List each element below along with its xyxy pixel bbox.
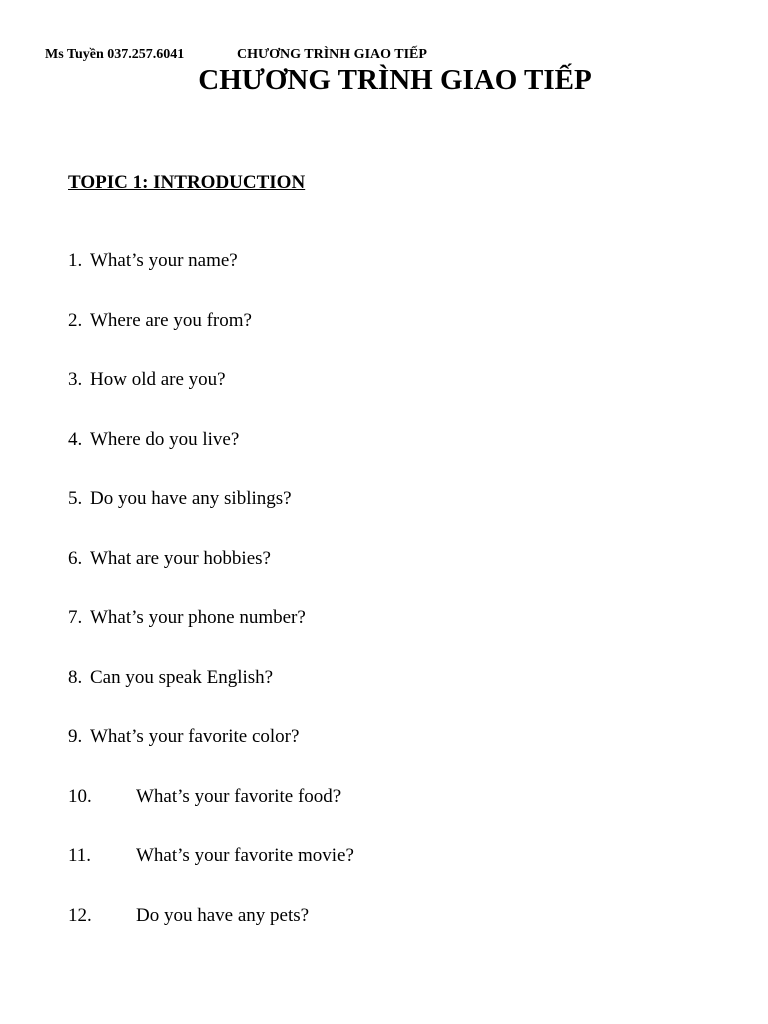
question-text: What’s your favorite color? <box>90 726 300 747</box>
question-number: 10. <box>68 785 92 807</box>
question-number: 7. <box>68 607 83 628</box>
question-number: 8. <box>68 666 83 688</box>
question-number: 12. <box>68 904 92 926</box>
question-number: 6. <box>68 547 83 569</box>
question-text: Do you have any siblings? <box>90 488 292 509</box>
question-text: Where are you from? <box>90 309 252 331</box>
question-number: 3. <box>68 369 83 390</box>
question-text: Where do you live? <box>90 428 240 450</box>
question-text: How old are you? <box>90 369 226 390</box>
question-text: What’s your favorite movie? <box>136 845 354 866</box>
question-number: 11. <box>68 845 92 866</box>
question-text: Do you have any pets? <box>136 904 310 926</box>
header-program-name: CHƯƠNG TRÌNH GIAO TIẾP <box>237 47 427 62</box>
topic-heading: TOPIC 1: INTRODUCTION <box>68 172 306 193</box>
question-text: What’s your favorite food? <box>136 785 342 807</box>
question-number: 4. <box>68 428 83 450</box>
header-contact: Ms Tuyền 037.257.6041 <box>45 47 185 62</box>
question-text: What are your hobbies? <box>90 547 271 569</box>
question-number: 5. <box>68 488 83 509</box>
question-text: Can you speak English? <box>90 666 274 688</box>
question-text: What’s your name? <box>90 250 238 271</box>
page-title: CHƯƠNG TRÌNH GIAO TIẾP <box>198 64 592 96</box>
question-number: 1. <box>68 250 83 271</box>
question-number: 2. <box>68 309 83 331</box>
question-text: What’s your phone number? <box>90 607 306 628</box>
question-number: 9. <box>68 726 83 747</box>
